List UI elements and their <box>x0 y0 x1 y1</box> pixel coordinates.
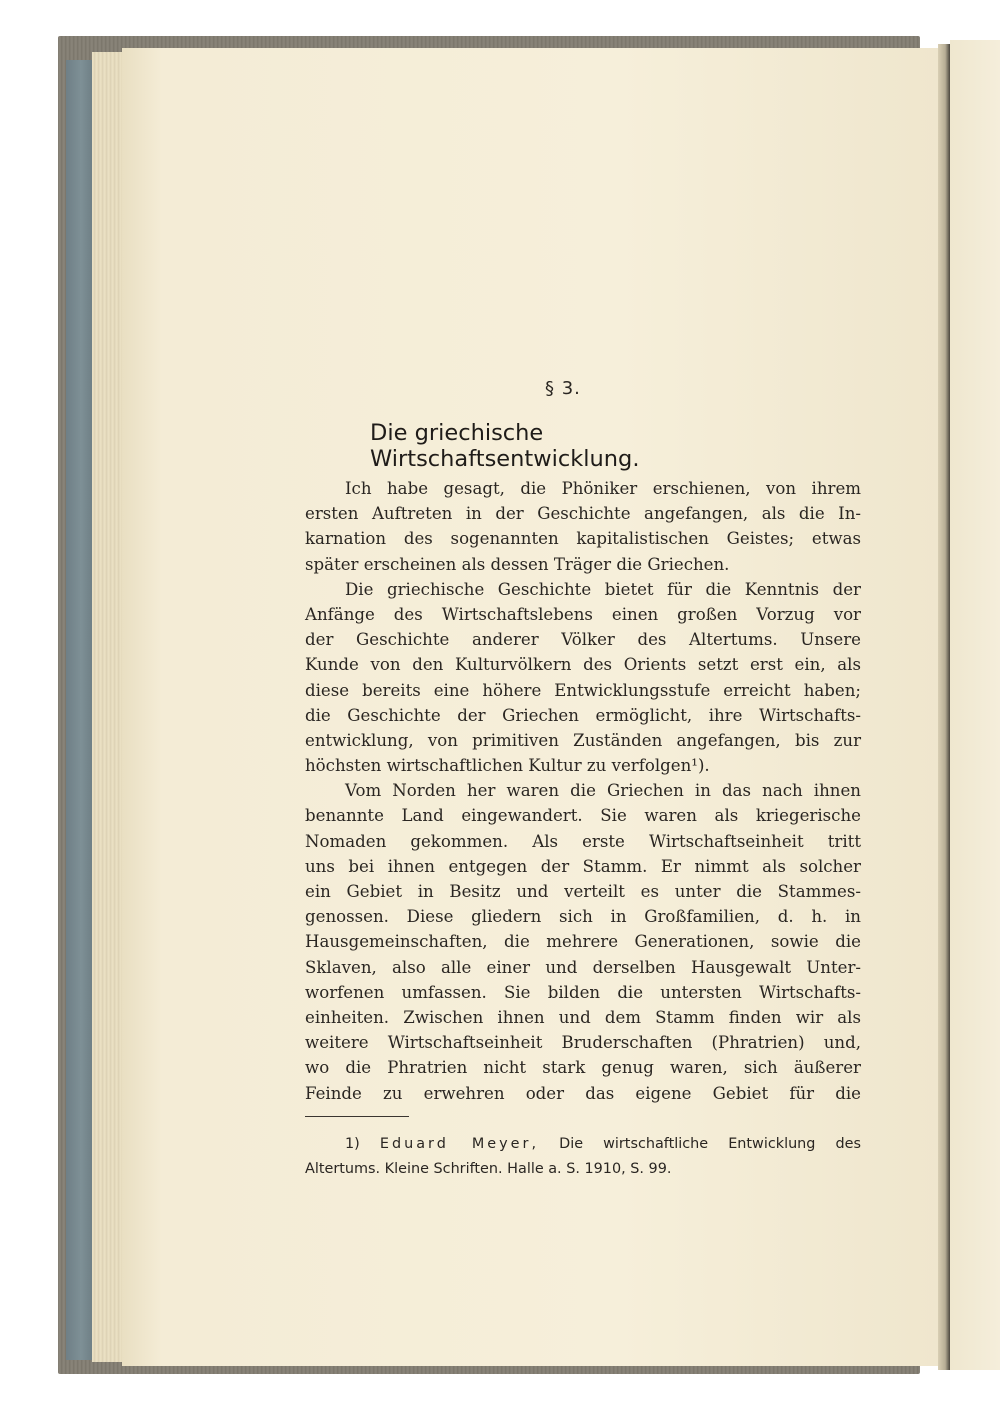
text-line: wo die Phratrien nicht stark genug waren, sich äußerer <box>305 1058 861 1078</box>
section-number: § 3. <box>545 378 581 399</box>
footnote <box>305 1133 861 1183</box>
text-line: weitere Wirtschaftseinheit Bruderschaften (Phratrien) und, <box>305 1033 861 1053</box>
text-line: Sklaven, also alle einer und derselben Hausgewalt Unter- <box>305 957 861 977</box>
text-line: höchsten wirtschaftlichen Kultur zu verfolgen¹). <box>305 756 710 776</box>
footnote-text: Die wirtschaftliche Entwicklung des <box>559 1136 861 1152</box>
text-line: Nomaden gekommen. Als erste Wirtschaftseinheit tritt <box>305 831 861 851</box>
text-line: worfenen umfassen. Sie bilden die untersten Wirtschafts- <box>305 982 861 1002</box>
text-line: Feinde zu erwehren oder das eigene Gebiet für die <box>305 1083 861 1103</box>
footnote-line <box>305 1133 861 1158</box>
text-line: karnation des sogenannten kapitalistischen Geistes; etwas <box>305 529 861 549</box>
text-line: später erscheinen als dessen Träger die Griechen. <box>305 554 730 574</box>
text-line: diese bereits eine höhere Entwicklungsstufe erreicht haben; <box>305 680 861 700</box>
footnote-marker: 1) <box>345 1136 360 1152</box>
text-line: einheiten. Zwischen ihnen und dem Stamm finden wir als <box>305 1007 861 1027</box>
text-line: die Geschichte der Griechen ermöglicht, ihre Wirtschafts- <box>305 705 861 725</box>
text-line: der Geschichte anderer Völker des Altertums. Unsere <box>305 630 861 650</box>
footnote-rule <box>305 1116 409 1117</box>
text-line: ein Gebiet in Besitz und verteilt es unter die Stammes- <box>305 882 861 901</box>
book-gutter <box>938 44 950 1370</box>
text-line: Kunde von den Kulturvölkern des Orients setzt erst ein, als <box>305 655 861 675</box>
text-line: Hausgemeinschaften, die mehrere Generationen, sowie die <box>305 932 861 952</box>
facing-page-edge <box>950 40 1000 1370</box>
text-line: ersten Auftreten in der Geschichte angefangen, als die In- <box>305 504 861 524</box>
text-line: entwicklung, von primitiven Zuständen angefangen, bis zur <box>305 730 861 750</box>
footnote-line: Altertums. Kleine Schriften. Halle a. S. 1910, S. 99. <box>305 1161 672 1178</box>
text-line: benannte Land eingewandert. Sie waren als kriegerische <box>305 806 861 826</box>
text-line: Ich habe gesagt, die Phöniker erschienen, von ihrem <box>345 479 861 498</box>
text-line: Anfänge des Wirtschaftslebens einen großen Vorzug vor <box>305 604 861 624</box>
text-line: Vom Norden her waren die Griechen in das nach ihnen <box>345 781 861 801</box>
footnote-author: Eduard Meyer, <box>379 1136 540 1152</box>
text-line: genossen. Diese gliedern sich in Großfamilien, d. h. in <box>305 907 861 927</box>
chapter-title: Die griechische Wirtschaftsentwicklung. <box>370 420 640 472</box>
body-text <box>305 476 861 1106</box>
text-line: uns bei ihnen entgegen der Stamm. Er nimmt als solcher <box>305 856 861 876</box>
text-line: Die griechische Geschichte bietet für die Kenntnis der <box>345 579 861 599</box>
